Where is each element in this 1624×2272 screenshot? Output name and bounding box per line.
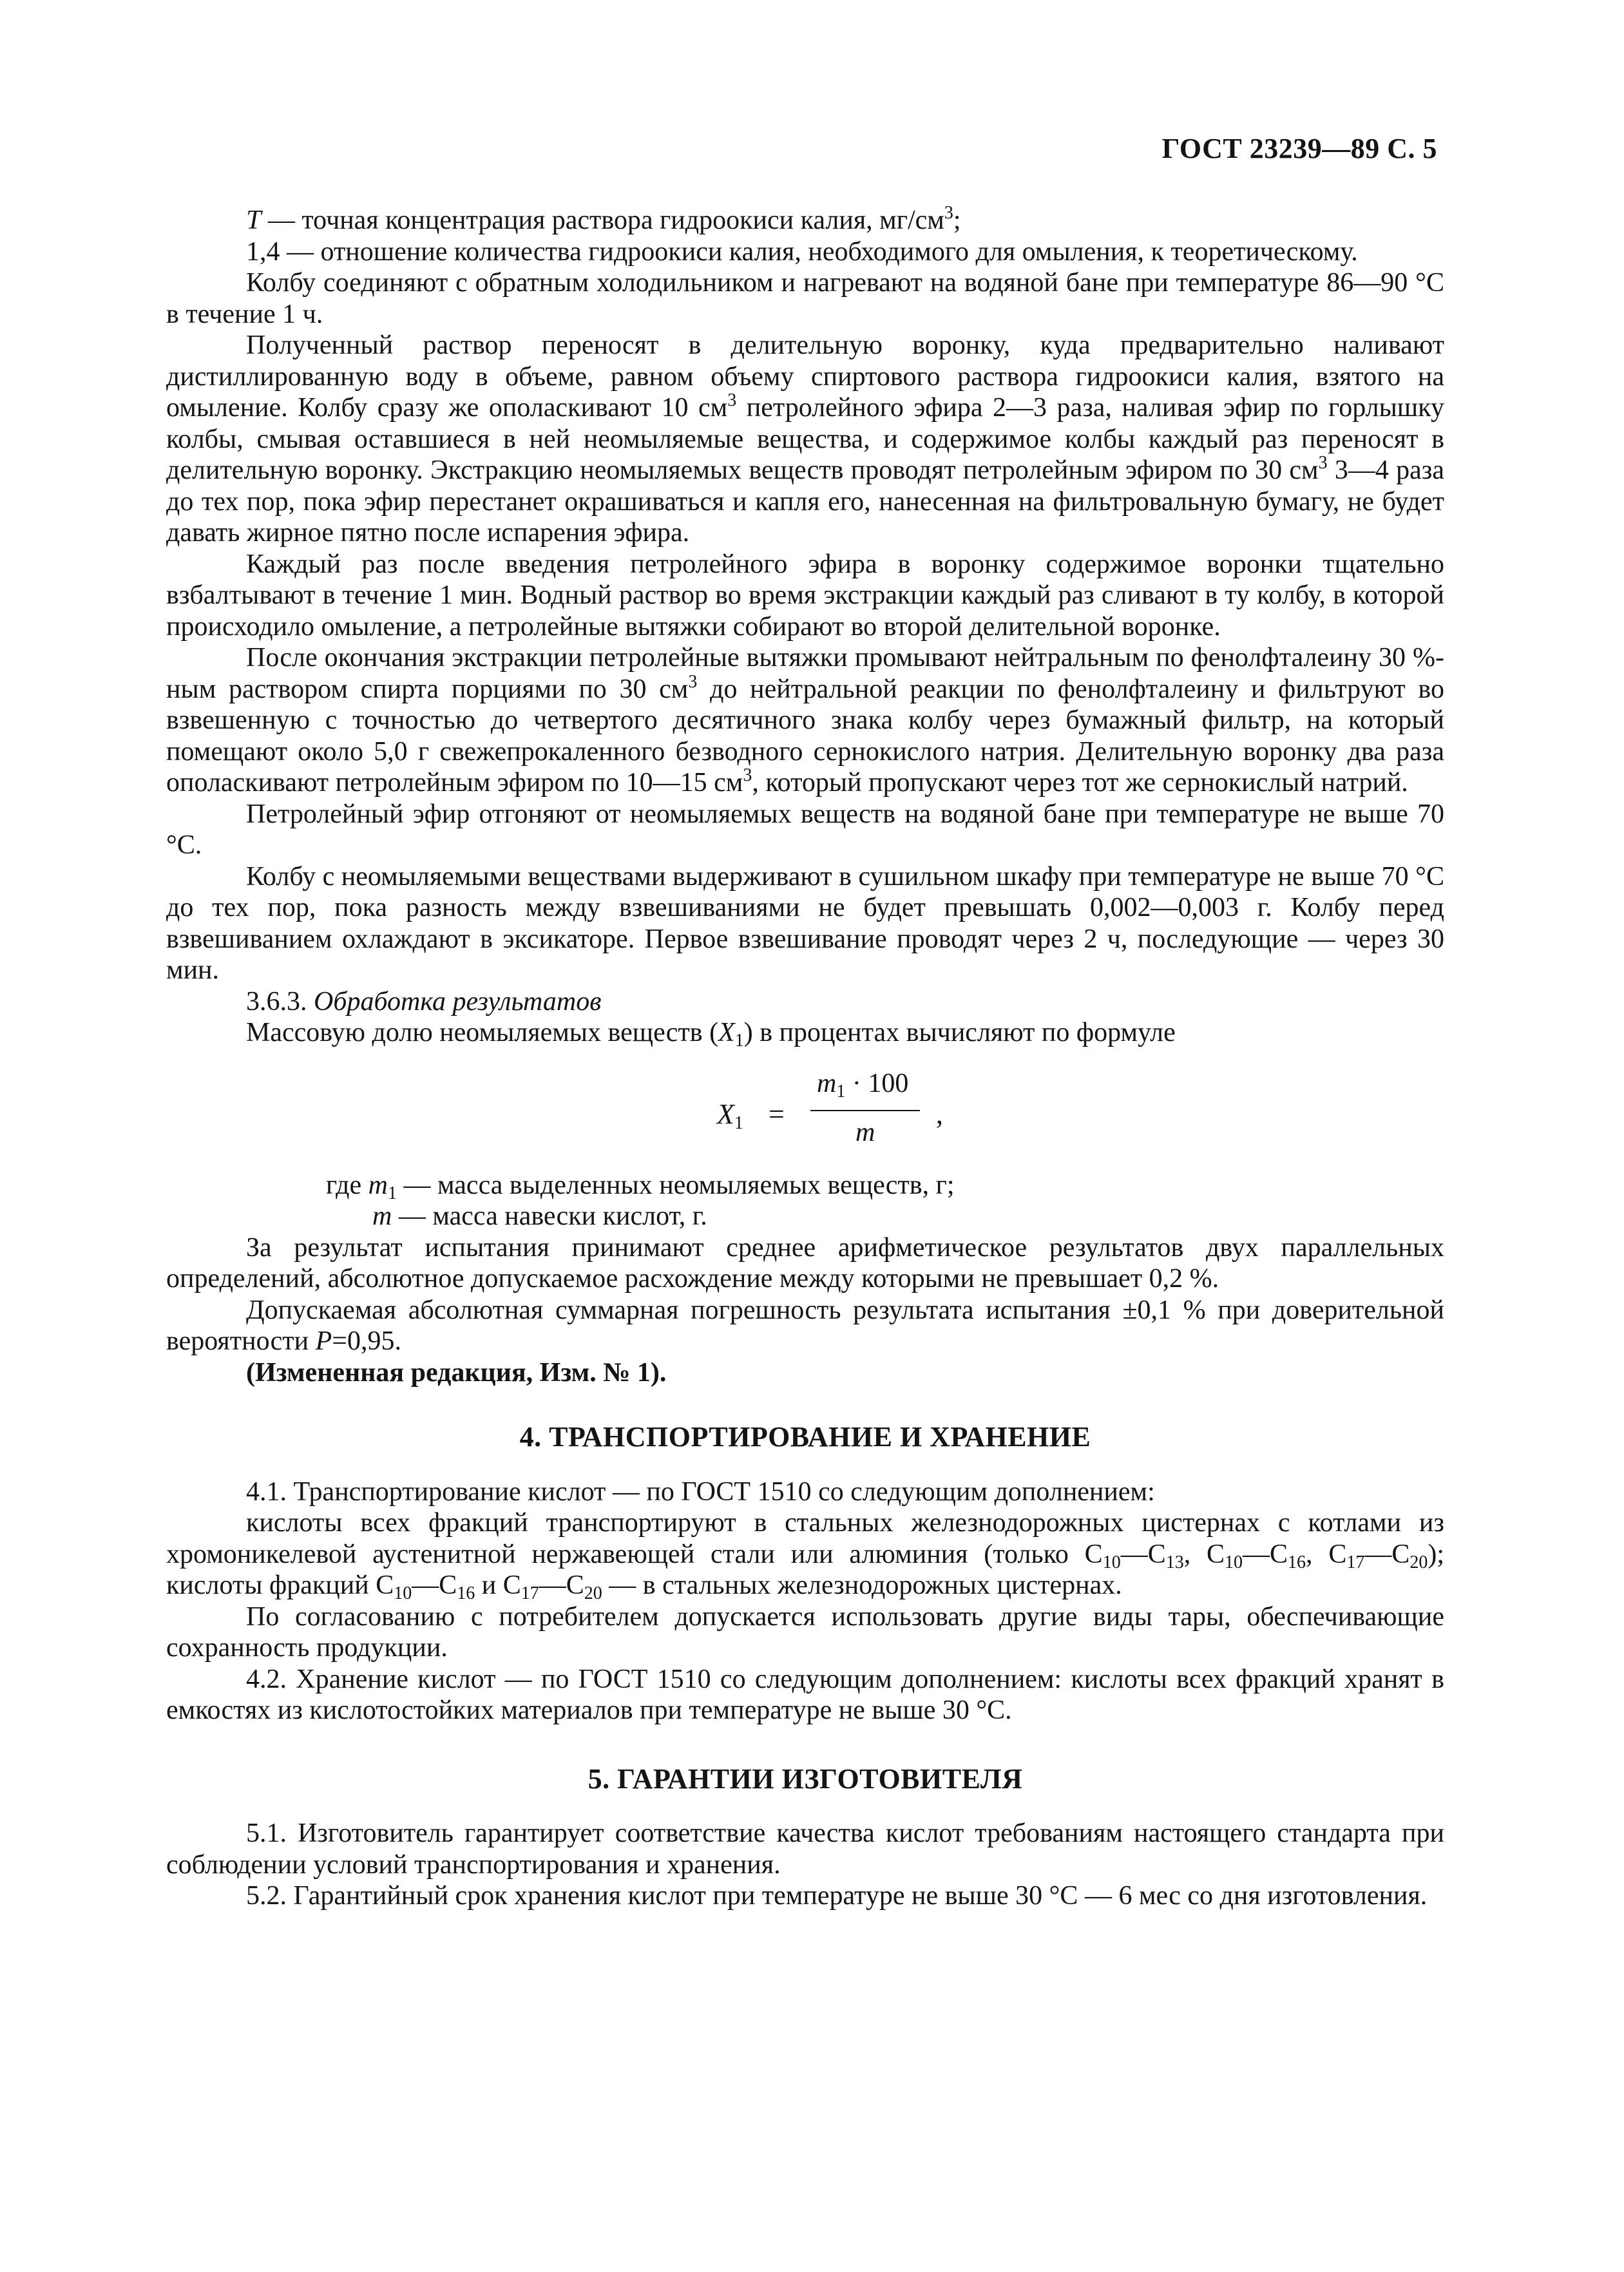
para-t-definition: T — точная концентрация раствора гидроокиси калия, $мг/см^3$;: [246, 203, 961, 235]
formula-comma: ,: [936, 1098, 943, 1130]
where-m1: где $m_1$ — масса выделенных неомыляемых веществ, г;: [326, 1170, 955, 1203]
section-4-title: 4. ТРАНСПОРТИРОВАНИЕ И ХРАНЕНИЕ: [519, 1421, 1091, 1453]
page-header: ГОСТ 23239—89 С. 5: [1161, 133, 1437, 164]
para-ratio: 1,4 — отношение количества гидроокиси калия, необходимого для омыления, к теоретическому.: [246, 236, 1358, 267]
document-body: [166, 205, 1444, 1912]
amendment-note: (Измененная редакция, Изм. № 1).: [246, 1357, 667, 1388]
section-3-6-3: 3.6.3. Обработка результатов: [246, 986, 602, 1017]
para-after-extraction: После окончания экстракции петролейные вытяжки промывают нейтральным по фенолфталеину 30 %-ным раствором спирта порциями по 30 $см^3$ до нейтральной реакции по фенолфталеину и фильтруют во взвешенную с точностью до четвертого десятичного знака колбу через бумажный фильтр, на который помещают около 5,0 г свежепрокаленного безводного сернокислого натрия. Делительную воронку два раза ополаскивают петролейным эфиром по 10—15 $см^3$, который пропускают через тот же сернокислый натрий.: [166, 643, 1444, 797]
para-error: Допускаемая абсолютная суммарная погрешность результата испытания ±0,1 % при доверительной вероятности Р=0,95.: [166, 1295, 1444, 1356]
para-4-1: 4.1. Транспортирование кислот — по ГОСТ 1510 со следующим дополнением:: [246, 1476, 1155, 1507]
formula-denominator: m: [855, 1117, 875, 1147]
para-shake: Каждый раз после введения петролейного эфира в воронку содержимое воронки тщательно взбалтывают в течение 1 мин. Водный раствор во время экстракции каждый раз сливают в ту колбу, в которой происходило омыление, а петролейные вытяжки собирают во второй делительной воронке.: [166, 549, 1444, 642]
para-5-1: 5.1. Изготовитель гарантирует соответствие качества кислот требованиям настоящего стандарта при соблюдении условий транспортирования и хранения.: [166, 1819, 1444, 1880]
para-result: За результат испытания принимают среднее арифметическое результатов двух параллельных определений, абсолютное допускаемое расхождение между которыми не превышает 0,2 %.: [166, 1232, 1444, 1294]
para-5-2: 5.2. Гарантийный срок хранения кислот при температуре не выше 30 °С — 6 мес со дня изготовления.: [246, 1881, 1428, 1911]
where-m: m — масса навески кислот, г.: [372, 1201, 707, 1231]
para-dry: Колбу с неомыляемыми веществами выдерживают в сушильном шкафу при температуре не выше 70 °С до тех пор, пока разность между взвешиваниями не будет превышать 0,002—0,003 г. Колбу перед взвешиванием охлаждают в эксикаторе. Первое взвешивание проводят через 2 ч, последующие — через 30 мин.: [166, 861, 1444, 985]
formula-fraction-bar: [810, 1110, 920, 1111]
formula-lhs: $X_1$: [717, 1098, 743, 1133]
para-distill: Петролейный эфир отгоняют от неомыляемых веществ на водяной бане при температуре не выше 70 °С.: [166, 799, 1444, 860]
formula-numerator: $m_1 \cdot 100$: [817, 1068, 909, 1102]
para-mass-fraction: Массовую долю неомыляемых веществ $(X_1)$ в процентах вычисляют по формуле: [246, 1018, 1176, 1051]
formula-equals: =: [769, 1098, 785, 1130]
para-flask: Колбу соединяют с обратным холодильником и нагревают на водяной бане при температуре 86—90 °С в течение 1 ч.: [166, 268, 1444, 329]
section-5-title: 5. ГАРАНТИИ ИЗГОТОВИТЕЛЯ: [588, 1762, 1023, 1795]
para-4-1-addition: кислоты всех фракций транспортируют в стальных железнодорожных цистернах с котлами из хромоникелевой аустенитной нержавеющей стали или алюминия (только $С_{10}—С_{13}$, $С_{10}—С_{16}$, $С_{17}—С_{20}$); кислоты фракций $С_{10}—С_{16}$ и $С_{17}—С_{20}$ — в стальных железнодорожных цистернах.: [166, 1508, 1444, 1603]
para-funnel: Полученный раствор переносят в делительную воронку, куда предварительно наливают дистиллированную воду в объеме, равном объему спиртового раствора гидроокиси калия, взятого на омыление. Колбу сразу же ополаскивают 10 $см^3$ петролейного эфира 2—3 раза, наливая эфир по горлышку колбы, смывая оставшиеся в ней неомыляемые вещества, и содержимое колбы каждый раз переносят в делительную воронку. Экстракцию неомыляемых веществ проводят петролейным эфиром по 30 $см^3$ 3—4 раза до тех пор, пока эфир перестанет окрашиваться и капля его, нанесенная на фильтровальную бумагу, не будет давать жирное пятно после испарения эфира.: [166, 330, 1444, 548]
para-4-1-containers: По согласованию с потребителем допускается использовать другие виды тары, обеспечивающие сохранность продукции.: [166, 1601, 1444, 1663]
para-4-2: 4.2. Хранение кислот — по ГОСТ 1510 со следующим дополнением: кислоты всех фракций хранят в емкостях из кислотостойких материалов при температуре не выше 30 °С.: [166, 1664, 1444, 1725]
formula-x1: [166, 1055, 1444, 1170]
